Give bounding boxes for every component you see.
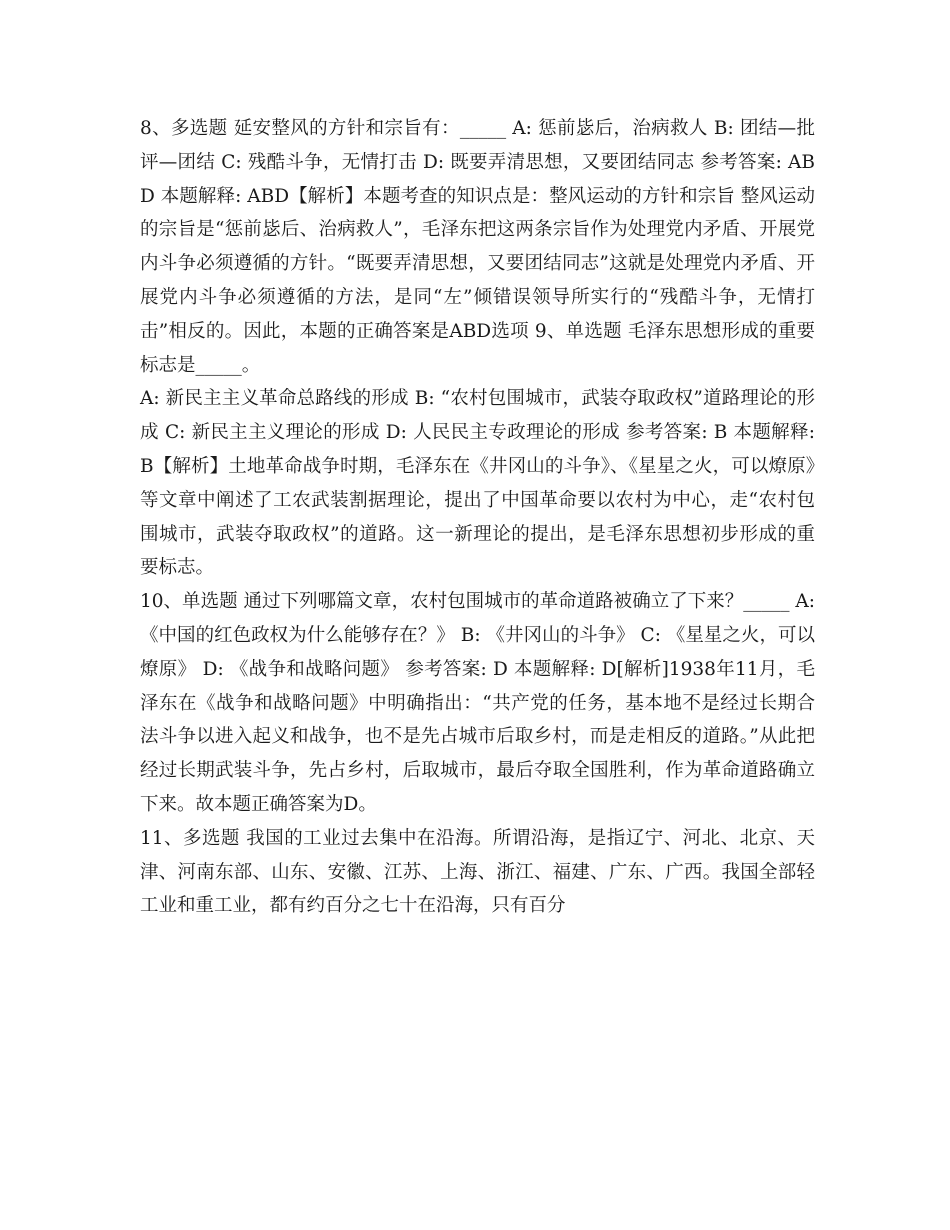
- question-11-paragraph: 11、多选题 我国的工业过去集中在沿海。所谓沿海，是指辽宁、河北、北京、天津、河南东部、山东、安徽、江苏、上海、浙江、福建、广东、广西。我国全部轻工业和重工业，都有约百分之七十在沿海，只有百分: [140, 827, 815, 917]
- question-10-paragraph: 10、单选题 通过下列哪篇文章，农村包围城市的革命道路被确立了下来？_____ A: 《中国的红色政权为什么能够存在？》 B: 《井冈山的斗争》 C: 《星星之火，可以燎原》 D: 《战争和战略问题》 参考答案: D 本题解释: D[解析]1938年11月，毛泽东在《战争和战略问题》中明确指出：“共产党的任务，基本地不是经过长期合法斗争以进入起义和战争，也不是先占城市后取乡村，而是走相反的道路。”从此把经过长期武装斗争，先占乡村，后取城市，最后夺取全国胜利，作为革命道路确立下来。故本题正确答案为D。: [140, 591, 815, 815]
- question-9-options-paragraph: A: 新民主主义革命总路线的形成 B: “农村包围城市，武装夺取政权”道路理论的形成 C: 新民主主义理论的形成 D: 人民民主专政理论的形成 参考答案: B 本题解释: B【解析】土地革命战争时期，毛泽东在《井冈山的斗争》、《星星之火，可以燎原》等文章中阐述了工农武装割据理论，提出了中国革命要以农村为中心，走“农村包围城市，武装夺取政权”的道路。这一新理论的提出，是毛泽东思想初步形成的重要标志。: [140, 388, 815, 579]
- question-8-paragraph: 8、多选题 延安整风的方针和宗旨有：_____ A: 惩前毖后，治病救人 B: 团结—批评—团结 C: 残酷斗争，无情打击 D: 既要弄清思想，又要团结同志 参考答案: ABD 本题解释: ABD【解析】本题考查的知识点是：整风运动的方针和宗旨 整风运动的宗旨是“惩前毖后、治病救人”，毛泽东把这两条宗旨作为处理党内矛盾、开展党内斗争必须遵循的方针。“既要弄清思想，又要团结同志”这就是处理党内矛盾、开展党内斗争必须遵循的方法，是同“左”倾错误领导所实行的“残酷斗争，无情打击”相反的。因此，本题的正确答案是ABD选项 9、单选题 毛泽东思想形成的重要标志是_____。: [140, 118, 815, 376]
- document-body: [140, 112, 815, 923]
